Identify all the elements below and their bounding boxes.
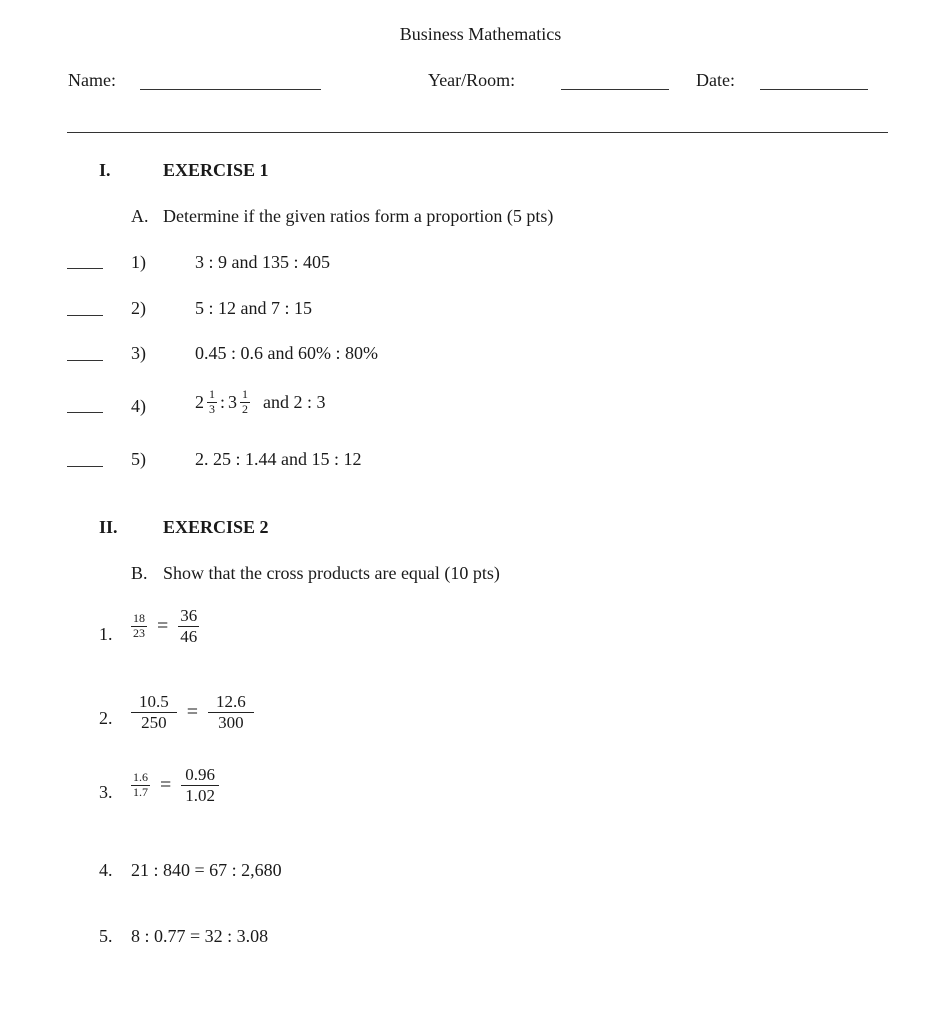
proportion-equation (131, 765, 219, 805)
fraction (208, 692, 254, 732)
item-number: 1) (131, 252, 146, 272)
answer-blank[interactable] (67, 466, 103, 467)
exercise2-title: EXERCISE 2 (163, 517, 269, 537)
name-label: Name: (68, 70, 116, 90)
ratio-pair: 3 : 9 and 135 : 405 (195, 252, 330, 272)
item-number: 3. (99, 782, 113, 802)
fraction (178, 606, 199, 646)
denominator: 300 (218, 712, 244, 732)
item-number: 2. (99, 708, 113, 728)
year-room-label: Year/Room: (428, 70, 516, 90)
fraction (131, 692, 177, 732)
equals-sign: = (160, 773, 172, 796)
year-room-blank[interactable] (561, 89, 669, 90)
answer-blank[interactable] (67, 412, 103, 413)
numerator: 0.96 (181, 765, 219, 786)
name-blank[interactable] (140, 89, 321, 90)
ratio-pair-mixed (195, 388, 326, 417)
fraction (131, 771, 150, 800)
answer-blank[interactable] (67, 360, 103, 361)
equals-sign: = (186, 700, 199, 723)
denominator: 2 (242, 401, 249, 416)
numerator: 18 (133, 610, 145, 625)
ratio-pair: 0.45 : 0.6 and 60% : 80% (195, 343, 378, 363)
answer-blank[interactable] (67, 315, 103, 316)
denominator: 46 (180, 626, 198, 646)
item-number: 1. (99, 624, 113, 644)
page-title: Business Mathematics (399, 24, 562, 44)
denominator: 23 (133, 625, 145, 640)
item-number: 2) (131, 298, 146, 318)
answer-blank[interactable] (67, 268, 103, 269)
proportion-equation (131, 692, 254, 732)
exercise2-instruction: Show that the cross products are equal (10 pts) (163, 563, 500, 583)
numerator: 1 (242, 387, 249, 401)
ratio-tail: and 2 : 3 (263, 391, 326, 412)
date-blank[interactable] (760, 89, 868, 90)
denominator: 1.7 (133, 784, 148, 799)
fraction (181, 765, 219, 805)
exercise1-numeral: I. (99, 160, 111, 180)
exercise2-part-letter: B. (131, 563, 148, 583)
exercise1-instruction: Determine if the given ratios form a proportion (5 pts) (163, 206, 554, 226)
fraction (240, 388, 250, 417)
fraction (207, 388, 217, 417)
whole-number: 3 (228, 391, 238, 412)
numerator: 10.5 (131, 692, 177, 713)
denominator: 250 (141, 712, 167, 732)
ratio-pair: 5 : 12 and 7 : 15 (195, 298, 312, 318)
numerator: 36 (180, 606, 198, 625)
exercise1-title: EXERCISE 1 (163, 160, 269, 180)
item-number: 3) (131, 343, 146, 363)
proportion-statement: 8 : 0.77 = 32 : 3.08 (131, 926, 269, 946)
exercise2-numeral: II. (99, 517, 118, 537)
item-number: 4) (131, 396, 146, 416)
header-divider (67, 132, 888, 133)
denominator: 1.02 (185, 785, 216, 805)
numerator: 1.6 (133, 769, 148, 784)
proportion-statement: 21 : 840 = 67 : 2,680 (131, 860, 282, 880)
numerator: 12.6 (208, 692, 254, 713)
exercise1-part-letter: A. (131, 206, 149, 226)
date-label: Date: (696, 70, 735, 90)
ratio-separator: : (220, 391, 226, 412)
ratio-pair: 2. 25 : 1.44 and 15 : 12 (195, 449, 362, 469)
fraction (131, 612, 147, 641)
denominator: 3 (209, 401, 215, 416)
item-number: 5. (99, 926, 113, 946)
whole-number: 2 (195, 391, 204, 412)
item-number: 5) (131, 449, 146, 469)
equals-sign: = (157, 614, 169, 637)
item-number: 4. (99, 860, 113, 880)
numerator: 1 (209, 387, 215, 401)
proportion-equation (131, 606, 199, 646)
